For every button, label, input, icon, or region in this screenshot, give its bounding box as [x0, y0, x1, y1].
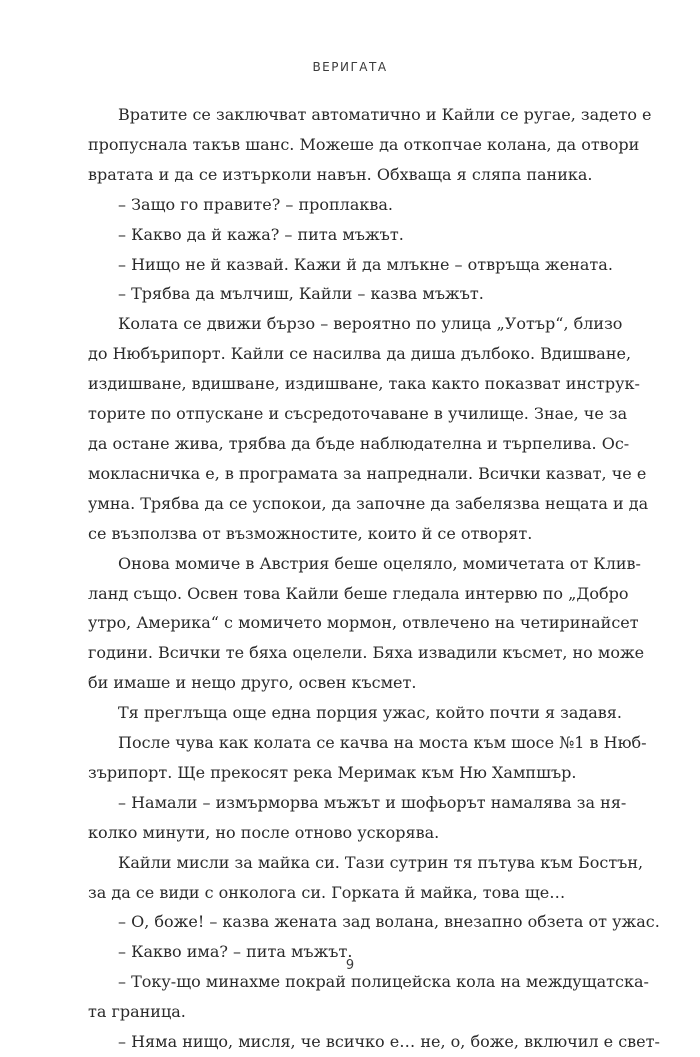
paragraph [88, 848, 644, 908]
text-line: Колата се движи бързо – вероятно по улица „Уотър“, близо [118, 314, 623, 334]
text-line: – Какво има? – пита мъжът. [118, 942, 353, 962]
text-line: издишване, вдишване, издишване, така както показват инструк- [88, 374, 640, 394]
paragraph [88, 190, 604, 220]
text-line: умна. Трябва да се успокои, да започне да забелязва нещата и да [88, 493, 649, 513]
paragraph [88, 728, 647, 788]
paragraph [88, 250, 613, 280]
body-text [88, 100, 660, 1057]
text-line: години. Всички те бяха оцелели. Бяха извадили късмет, но може [88, 643, 645, 663]
paragraph [88, 788, 627, 848]
text-line: После чува как колата се качва на моста към шосе №1 в Нюб- [118, 733, 647, 753]
text-line: пропуснала такъв шанс. Можеше да откопчае колана, да отвори [88, 134, 640, 154]
text-line: се възползва от възможностите, които й се отворят. [88, 523, 533, 543]
text-line: та граница. [88, 1002, 186, 1022]
text-line: Вратите се заключват автоматично и Кайли се ругае, задето е [118, 105, 652, 124]
paragraph [88, 698, 622, 728]
text-line: – Няма нищо, мисля, че всичко е… не, о, боже, включил е свет- [118, 1032, 660, 1052]
text-line: Тя преглъща още една порция ужас, който почти я задавя. [118, 703, 622, 723]
text-line: мокласничка е, в програмата за напреднали. Всички казват, че е [88, 463, 647, 483]
paragraph [88, 967, 649, 1027]
text-line: – Защо го правите? – проплаква. [118, 194, 394, 214]
page-number: 9 [345, 958, 355, 973]
text-line: би имаше и нещо друго, освен късмет. [88, 673, 417, 693]
text-line: – Нищо не й казвай. Кажи й да млъкне – отвръща жената. [118, 254, 613, 274]
text-line: ланд също. Освен това Кайли беше гледала интервю по „Добро [88, 583, 629, 603]
running-header: ВЕРИГАТА [312, 60, 388, 74]
text-line: Онова момиче в Австрия беше оцеляло, момичетата от Клив- [118, 553, 641, 573]
text-line: утро, Америка“ с момичето мормон, отвлечено на четиринайсет [88, 613, 639, 633]
text-line: – Току-що минахме покрай полицейска кола на междущатска- [118, 972, 649, 992]
text-line: за да се види с онколога си. Горката й майка, това ще… [88, 882, 566, 902]
text-line: – Какво да й кажа? – пита мъжът. [118, 224, 404, 244]
paragraph [88, 100, 652, 190]
text-line: – Намали – измърморва мъжът и шофьорът намалява за ня- [118, 792, 627, 812]
paragraph [88, 907, 660, 937]
paragraph [88, 220, 604, 250]
text-line: зърипорт. Ще прекосят река Меримак към Ню Хампшър. [88, 762, 577, 782]
paragraph [88, 1027, 660, 1057]
paragraph [88, 279, 604, 309]
text-line: да остане жива, трябва да бъде наблюдателна и търпелива. Ос- [88, 433, 630, 453]
paragraph [88, 549, 645, 699]
text-line: – Трябва да мълчиш, Кайли – казва мъжът. [118, 284, 484, 304]
text-line: – О, боже! – казва жената зад волана, внезапно обзета от ужас. [118, 912, 660, 932]
text-line: колко минути, но после отново ускорява. [88, 822, 440, 842]
text-line: торите по отпускане и съсредоточаване в училище. Знае, че за [88, 404, 628, 424]
text-line: вратата и да се изтърколи навън. Обхваща я сляпа паника. [88, 164, 593, 184]
text-line: до Нюбърипорт. Кайли се насилва да диша дълбоко. Вдишване, [88, 344, 632, 364]
paragraph [88, 309, 649, 548]
text-line: Кайли мисли за майка си. Тази сутрин тя пътува към Бостън, [118, 852, 644, 872]
